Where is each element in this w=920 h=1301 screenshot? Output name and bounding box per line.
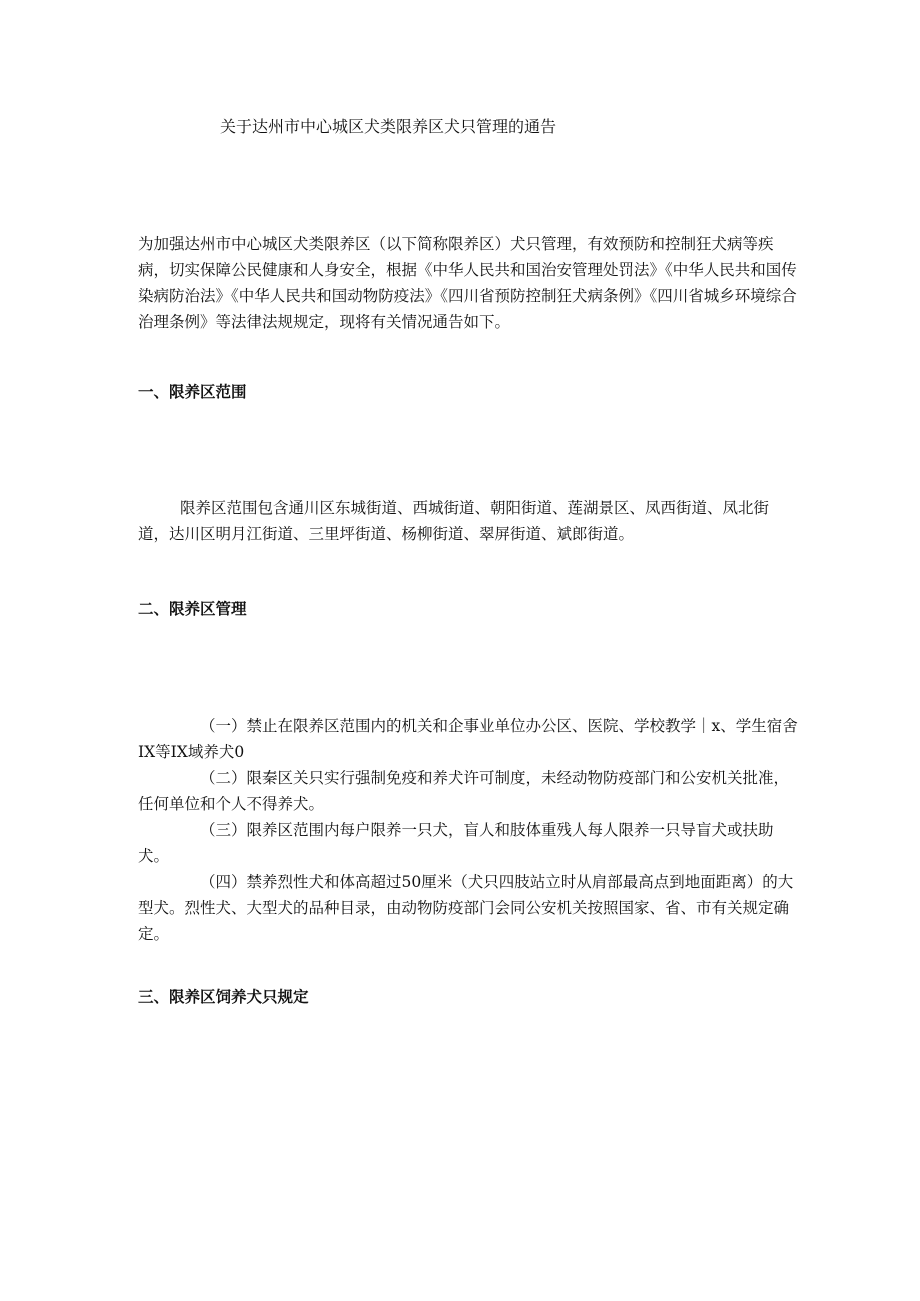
management-rules — [138, 713, 798, 947]
scope-paragraph: 限养区范围包含通川区东城街道、西城街道、朝阳街道、莲湖景区、凤西街道、凤北街道，达川区明月江街道、三里坪街道、杨柳街道、翠屏街道、斌郎街道。 — [138, 499, 770, 543]
intro-paragraph: 为加强达州市中心城区犬类限养区（以下简称限养区）犬只管理，有效预防和控制狂犬病等疾病，切实保障公民健康和人身安全，根据《中华人民共和国治安管理处罚法》《中华人民共和国传染病防治法》《中华人民共和国动物防疫法》《四川省预防控制狂犬病条例》《四川省城乡环境综合治理条例》等法律法规规定，现将有关情况通告如下。 — [138, 235, 797, 331]
section-heading-scope: 一、限养区范围 — [138, 383, 247, 401]
rule-item-4: （四）禁养烈性犬和体高超过50厘米（犬只四肢站立时从肩部最高点到地面距离）的大型犬。烈性犬、大型犬的品种目录，由动物防疫部门会同公安机关按照国家、省、市有关规定确定。 — [138, 873, 794, 943]
section-heading-feeding-rules: 三、限养区饲养犬只规定 — [138, 988, 309, 1006]
section-heading-management: 二、限养区管理 — [138, 600, 247, 618]
rule-item-3: （三）限养区范围内每户限养一只犬，盲人和肢体重残人每人限养一只导盲犬或扶助犬。 — [138, 821, 774, 865]
rule-item-1: （一）禁止在限养区范围内的机关和企事业单位办公区、医院、学校教学｜x、学生宿舍IX等IX域养犬0 — [138, 717, 798, 761]
rule-item-2: （二）限秦区关只实行强制免疫和养犬许可制度，未经动物防疫部门和公安机关批准，任何单位和个人不得养犬。 — [138, 769, 790, 813]
document-title: 关于达州市中心城区犬类限养区犬只管理的通告 — [220, 117, 557, 136]
